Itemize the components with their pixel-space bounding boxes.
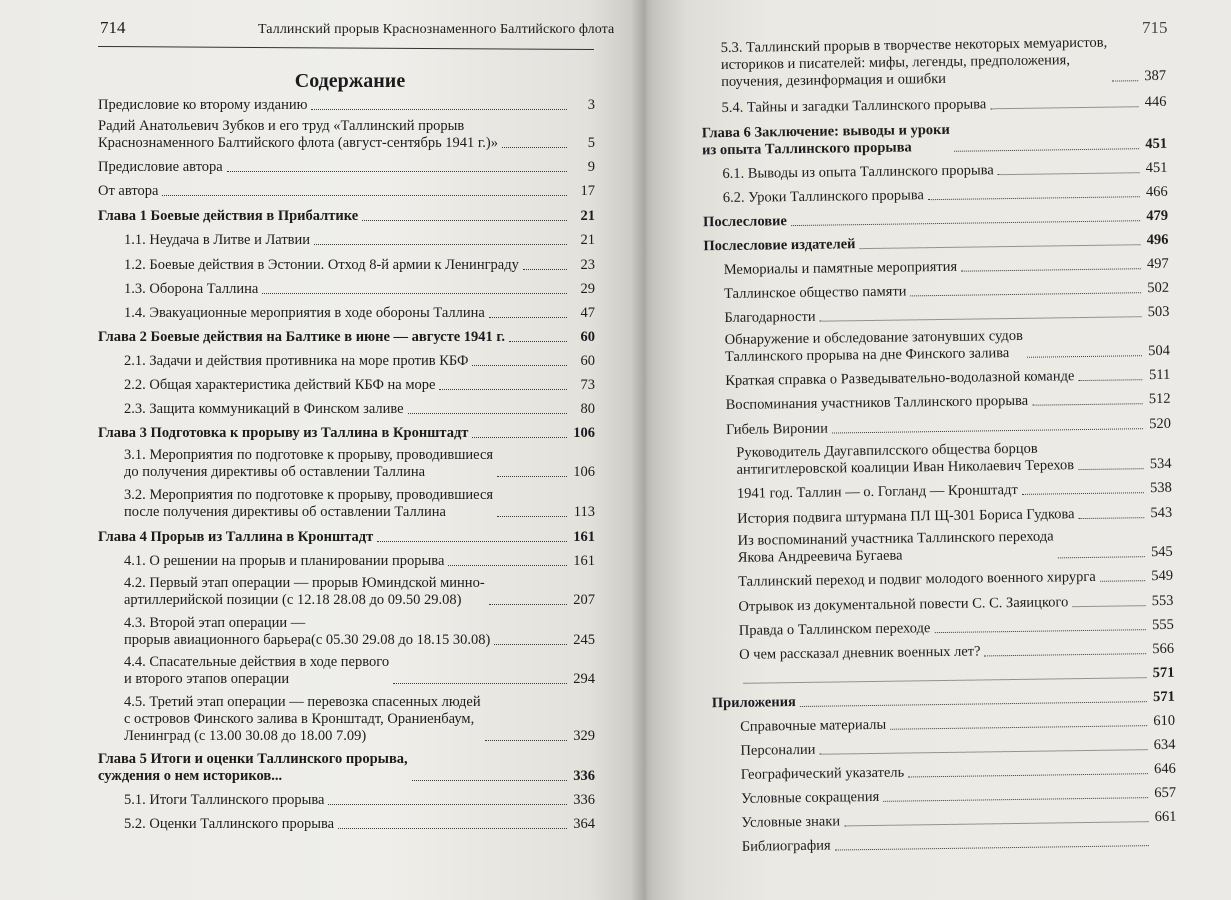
toc-entry-title [741,813,840,831]
toc-entry-title-line: до получения директивы об оставлении Таллина [124,464,426,480]
toc-leader-dots [509,341,567,342]
toc-leader-dots [928,196,1140,200]
toc-entry-title [737,506,1075,528]
toc-leader-dots [998,172,1140,175]
toc-page-number: 73 [580,377,595,393]
toc-entry-title [724,283,907,303]
toc-leader-dots [485,740,567,741]
left-toc-entry [98,425,595,442]
toc-page-number: 161 [573,529,595,545]
toc-leader-dots [961,268,1141,272]
toc-leader-dots [934,629,1145,633]
toc-entry-title-line: 1.1. Неудача в Литве и Латвии [124,232,311,248]
right-page [652,0,1231,900]
toc-entry-title [741,765,905,784]
right-toc-entry [723,184,1168,207]
toc-page-number: 646 [1153,760,1176,778]
toc-entry-title-line: артиллерийской позиции (с 12.18 28.08 до 09.50 29.08) [124,592,462,608]
toc-leader-dots [393,683,567,684]
toc-page-number: 502 [1147,279,1170,297]
toc-entry-title-line: Таллинский переход и подвиг молодого военного хирурга [738,568,1096,590]
toc-page-number: 661 [1154,808,1177,826]
toc-page-number: 29 [580,281,595,297]
toc-entry-title-line: Якова Андреевича Бугаева [737,547,903,566]
right-toc-entry [721,94,1166,117]
toc-entry-title-line: 4.1. О решении на прорыв и планировании прорыва [124,553,445,569]
toc-entry-title-line: Краткая справка о Разведывательно-водолазной команде [725,368,1075,390]
toc-leader-dots [835,845,1149,850]
toc-entry-title [736,440,1074,479]
toc-page-number: 336 [573,792,595,808]
toc-entry-title [703,213,787,231]
toc-entry-title [124,401,404,418]
toc-entry-title [124,575,485,609]
toc-entry-title-line: Таллинское общество памяти [724,283,907,303]
toc-entry-title [98,425,468,442]
left-toc-entry [124,377,595,394]
toc-entry-title [124,553,444,570]
toc-page-number: 245 [573,632,595,648]
toc-entry-title-line: 4.4. Спасательные действия в ходе первого [124,654,390,670]
toc-entry-title-line: 1941 год. Таллин — о. Гогланд — Кронштадт [736,481,1018,502]
toc-page-number: 571 [1152,664,1175,682]
toc-entry-title [98,183,158,200]
toc-entry-title [739,620,931,640]
toc-page-number: 610 [1153,712,1176,730]
toc-leader-dots [1078,468,1143,470]
toc-leader-dots [1027,355,1142,358]
toc-entry-title-line: О чем рассказал дневник военных лет? [739,643,981,663]
left-toc-entry [98,183,595,200]
toc-entry-title [740,742,815,760]
toc-page-number: 466 [1145,183,1168,201]
toc-page-number: 106 [573,464,595,480]
toc-page-number: 161 [573,553,595,569]
toc-entry-title-line: Отрывок из документальной повести С. С. Заяицкого [738,594,1069,615]
toc-page-number: 23 [580,257,595,273]
toc-leader-dots [1100,580,1145,582]
toc-entry-title-line: Справочные материалы [740,716,887,735]
running-title: Таллинский прорыв Краснознаменного Балтийского флота [258,22,615,37]
right-toc-entry [741,809,1176,832]
right-toc-entry [742,833,1177,856]
toc-entry-title-line: 6.2. Уроки Таллинского прорыва [722,187,925,207]
toc-entry-title-line: Предисловие автора [98,159,223,175]
toc-entry-title-line: Краснознаменного Балтийского флота (август-сентябрь 1941 г.)» [98,135,498,151]
toc-page-number: 451 [1145,135,1168,153]
toc-entry-title [124,377,435,394]
toc-entry-title [124,305,485,322]
toc-entry-title [712,694,796,712]
toc-leader-dots [408,413,567,414]
toc-entry-title-line: антигитлеровской коалиции Иван Николаевич Терехов [736,457,1075,478]
toc-leader-dots [1078,379,1142,381]
toc-page-number: 451 [1145,159,1168,177]
toc-entry-title [724,259,958,279]
toc-leader-dots [954,148,1139,152]
toc-entry-title-line: Руководитель Даугавпилсского общества борцов [736,440,1038,461]
toc-page-number: 106 [573,425,595,441]
right-toc-entry [738,568,1173,591]
toc-entry-title [724,309,815,327]
toc-page-number: 336 [573,768,595,784]
left-toc-entry [124,816,595,833]
toc-leader-dots [412,780,567,781]
left-toc-entry [124,654,595,688]
toc-leader-dots [800,701,1147,707]
toc-entry-title-line: Условные знаки [741,813,841,831]
toc-entry-title-line: 4.5. Третий этап операции — перевозка спасенных людей [124,694,481,710]
toc-leader-dots [502,147,567,148]
left-toc-entry [98,208,595,225]
toc-entry-title [124,257,519,274]
toc-leader-dots [890,725,1147,730]
toc-page-number: 511 [1148,366,1171,384]
toc-entry-title [98,329,505,346]
toc-entry-title-line: 1.2. Боевые действия в Эстонии. Отход 8-й армии к Ленинграду [124,257,519,273]
toc-leader-dots [497,476,567,477]
toc-entry-title [124,654,389,688]
toc-leader-dots [819,749,1147,755]
left-toc-entry [124,694,595,745]
toc-page-number: 503 [1147,303,1170,321]
toc-entry-title [98,751,408,785]
right-page-number: 715 [1142,18,1168,37]
left-toc-entry [98,159,595,176]
toc-leader-dots [1032,403,1142,406]
toc-entry-title-line: с островов Финского залива в Кронштадт, Ораниенбаум, [124,711,475,727]
toc-page-number: 496 [1146,231,1169,249]
right-toc-entry [741,761,1176,784]
toc-leader-dots [832,428,1143,433]
toc-page-number: 47 [580,305,595,321]
toc-leader-dots [1112,80,1138,81]
toc-entry-title [726,421,828,439]
toc-entry-title [725,328,1024,366]
right-toc-entry [737,527,1172,567]
right-toc-entry [740,713,1175,736]
toc-leader-dots [314,244,567,245]
toc-leader-dots [523,269,567,270]
right-toc-entry [739,665,1174,688]
toc-leader-dots [985,653,1147,656]
left-toc-entry [98,529,595,546]
toc-entry-title-line: Предисловие ко второму изданию [98,97,308,113]
left-toc-entry [98,751,595,785]
toc-entry-title-line: История подвига штурмана ПЛ Щ-301 Бориса Гудкова [737,506,1075,527]
right-toc-entry [724,280,1169,303]
left-toc-entry [124,305,595,322]
toc-leader-dots [227,171,567,172]
toc-leader-dots [1079,517,1145,519]
toc-entry-title-line: 5.4. Тайны и загадки Таллинского прорыва [721,96,987,117]
toc-page-number: 479 [1146,207,1169,225]
left-toc-entry [98,329,595,346]
right-toc-entry [726,391,1171,414]
right-toc-entry [725,367,1170,390]
right-toc-entry [739,641,1174,664]
toc-entry-title [737,528,1054,566]
toc-page-number: 543 [1150,504,1173,522]
toc-page-number: 60 [580,329,595,345]
toc-entry-title-line: Ленинград (с 13.00 30.08 до 18.00 7.09) [124,728,367,744]
toc-page-number: 657 [1154,784,1177,802]
toc-entry-title-line: Глава 6 Заключение: выводы и уроки [701,121,950,142]
toc-page-number: 553 [1151,592,1174,610]
toc-page-number: 571 [1152,688,1175,706]
toc-entry-title [721,35,1108,91]
toc-leader-dots [494,644,567,645]
toc-entry-title-line: суждения о нем историков... [98,768,283,784]
toc-entry-title-line: Из воспоминаний участника Таллинского перехода [737,528,1054,549]
right-toc-entry [721,34,1167,91]
contents-title: Содержание [294,70,406,92]
toc-page-number: 21 [580,232,595,248]
toc-entry-title-line: Глава 5 Итоги и оценки Таллинского прорыва, [98,751,408,767]
toc-leader-dots [162,195,567,196]
left-toc-entry [124,401,595,418]
toc-entry-title-line: 3.1. Мероприятия по подготовке к прорыву, проводившиеся [124,447,494,463]
toc-entry-title-line: Географический указатель [740,764,905,783]
toc-entry-title-line: Условные сокращения [741,788,880,807]
toc-leader-dots [439,389,567,390]
left-toc-entry [98,97,595,114]
toc-leader-dots [883,797,1148,802]
toc-entry-title-line: 2.3. Защита коммуникаций в Финском заливе [124,401,404,417]
toc-leader-dots [472,437,567,438]
toc-entry-title [737,482,1018,503]
toc-entry-title-line: Мемориалы и памятные мероприятия [723,258,958,279]
toc-page-number: 520 [1149,415,1172,433]
toc-entry-title-line: Библиография [741,837,831,855]
toc-entry-title-line: Глава 2 Боевые действия на Балтике в июне — августе 1941 г. [98,329,505,345]
toc-entry-title-line: Благодарности [724,308,816,327]
toc-leader-dots [860,244,1141,249]
toc-page-number: 60 [580,353,595,369]
toc-entry-title-line: Обнаружение и обследование затонувших судов [724,327,1023,349]
toc-entry-title-line: Радий Анатольевич Зубков и его труд «Таллинский прорыв [98,118,465,134]
right-toc-entry [724,304,1169,327]
toc-leader-dots [820,316,1142,321]
toc-leader-dots [911,292,1142,296]
toc-entry-title [741,789,879,808]
right-toc-entry [737,505,1172,528]
toc-entry-title [738,594,1068,616]
toc-entry-title-line: 4.3. Второй этап операции — [124,615,306,631]
toc-entry-title [124,353,468,370]
toc-entry-title [726,393,1029,414]
toc-page-number: 566 [1152,640,1175,658]
toc-leader-dots [1072,605,1145,607]
toc-entry-title [124,792,324,809]
toc-entry-title-line: 3.2. Мероприятия по подготовке к прорыву, проводившиеся [124,487,494,503]
toc-entry-title [98,529,373,546]
toc-leader-dots [744,677,1147,684]
toc-page-number: 545 [1150,543,1173,561]
toc-page-number: 207 [573,592,595,608]
toc-entry-title [703,236,855,255]
toc-entry-title-line: поучения, дезинформация и ошибки [721,70,947,91]
toc-entry-title-line: историков и писателей: мифы, легенды, предположения, [720,52,1071,74]
left-toc-entry [124,487,595,521]
toc-page-number: 549 [1151,567,1174,585]
toc-entry-title-line: Воспоминания участников Таллинского прорыва [725,392,1029,414]
right-toc-entry [726,416,1171,439]
toc-leader-dots [328,804,567,805]
toc-leader-dots [497,516,567,517]
toc-entry-title-line: Глава 3 Подготовка к прорыву из Таллина в Кронштадт [98,425,469,441]
toc-entry-title-line: Послесловие издателей [703,236,856,255]
right-toc-entry [737,480,1172,503]
toc-entry-title-line: Глава 1 Боевые действия в Прибалтике [98,208,359,224]
toc-leader-dots [990,106,1138,109]
toc-leader-dots [338,828,567,829]
right-toc-entry [722,160,1167,183]
toc-entry-title [124,694,481,745]
toc-page-number: 21 [580,208,595,224]
right-toc-entry [703,208,1168,231]
toc-entry-title-line: и второго этапов операции [124,671,290,687]
left-toc-entry [124,553,595,570]
toc-entry-title-line: 5.2. Оценки Таллинского прорыва [124,816,335,832]
toc-entry-title [725,368,1074,390]
toc-leader-dots [489,317,567,318]
right-toc-entry [702,119,1167,159]
toc-entry-title-line: Таллинского прорыва на дне Финского залива [724,345,1010,366]
toc-page-number: 364 [573,816,595,832]
toc-entry-title-line: Персоналии [740,741,816,759]
toc-page-number: 294 [573,671,595,687]
right-toc-entry [736,439,1171,479]
toc-entry-title [742,838,831,856]
toc-entry-title [124,281,258,298]
toc-page-number: 387 [1144,67,1167,85]
left-toc-entry [124,447,595,481]
right-toc-entry [741,785,1176,808]
toc-page-number: 555 [1151,616,1174,634]
toc-page-number: 512 [1148,390,1171,408]
toc-leader-dots [1022,492,1144,495]
toc-entry-title-line: 2.1. Задачи и действия противника на море против КБФ [124,353,469,369]
toc-entry-title [98,159,223,176]
toc-page-number: 538 [1150,479,1172,497]
toc-page-number: 329 [573,728,595,744]
toc-entry-title-line: Правда о Таллинском переходе [738,620,931,639]
toc-page-number: 80 [580,401,595,417]
toc-entry-title-line: 5.3. Таллинский прорыв в творчестве некоторых мемуаристов, [720,34,1108,57]
right-toc-entry [740,737,1175,760]
toc-page-number: 3 [587,97,595,113]
toc-entry-title [702,122,950,159]
toc-entry-title [124,447,493,481]
toc-entry-title-line: 1.4. Эвакуационные мероприятия в ходе обороны Таллина [124,305,485,321]
right-toc-entry [725,326,1170,366]
toc-leader-dots [377,541,567,542]
toc-page-number: 113 [573,504,595,520]
toc-entry-title [739,643,981,663]
header-rule [98,46,594,50]
toc-page-number: 534 [1149,455,1172,473]
toc-entry-title-line: после получения директивы об оставлении Таллина [124,504,446,520]
toc-entry-title [98,118,498,152]
left-toc-entry [124,615,595,649]
toc-leader-dots [908,773,1148,777]
toc-page-number: 504 [1148,342,1171,360]
toc-leader-dots [472,365,567,366]
toc-leader-dots [448,565,567,566]
toc-entry-title [98,97,307,114]
toc-entry-title [740,717,886,736]
toc-leader-dots [489,604,567,605]
right-toc-entry [738,593,1173,616]
right-toc-entry [724,256,1169,279]
toc-entry-title-line: Послесловие [702,213,788,231]
toc-page-number: 5 [587,135,595,151]
left-page-number: 714 [100,18,126,37]
left-toc-entry [124,232,595,249]
toc-leader-dots [791,220,1140,226]
left-toc-entry [124,575,595,609]
toc-entry-title-line: 2.2. Общая характеристика действий КБФ на море [124,377,436,393]
toc-entry-title-line: 1.3. Оборона Таллина [124,281,259,297]
toc-entry-title-line: Приложения [711,694,796,712]
toc-entry-title [124,615,490,649]
toc-entry-title [721,96,986,117]
toc-entry-title-line: От автора [98,183,159,199]
toc-leader-dots [262,293,567,294]
toc-page-number: 446 [1144,93,1167,111]
left-toc-entry [124,792,595,809]
toc-leader-dots [311,109,567,110]
toc-entry-title-line: из опыта Таллинского прорыва [701,139,912,159]
toc-page-number: 9 [587,159,595,175]
toc-entry-title-line: 6.1. Выводы из опыта Таллинского прорыва [722,162,994,183]
toc-page-number: 17 [580,183,595,199]
toc-entry-title [738,569,1096,591]
toc-leader-dots [1058,556,1145,558]
toc-entry-title [722,162,994,183]
toc-entry-title-line: Гибель Виронии [725,420,829,439]
toc-entry-title [124,487,493,521]
left-toc-entry [124,281,595,298]
toc-entry-title-line: 5.1. Итоги Таллинского прорыва [124,792,325,808]
toc-entry-title [124,232,310,249]
right-toc-entry [739,617,1174,640]
left-toc-entry [124,257,595,274]
toc-entry-title [98,208,358,225]
toc-page-number: 497 [1146,255,1169,273]
left-toc-entry [124,353,595,370]
toc-leader-dots [844,821,1148,826]
toc-entry-title-line: Глава 4 Прорыв из Таллина в Кронштадт [98,529,374,545]
toc-entry-title-line: прорыв авиационного барьера(с 05.30 29.08 до 18.15 30.08) [124,632,491,648]
right-toc-entry [712,689,1175,712]
toc-entry-title-line: 4.2. Первый этап операции — прорыв Юминдской минно- [124,575,485,591]
toc-entry-title [723,187,924,207]
toc-page-number: 634 [1153,736,1176,754]
left-toc-entry [98,118,595,152]
toc-entry-title [124,816,334,833]
toc-leader-dots [362,220,567,221]
right-toc-entry [703,232,1168,255]
